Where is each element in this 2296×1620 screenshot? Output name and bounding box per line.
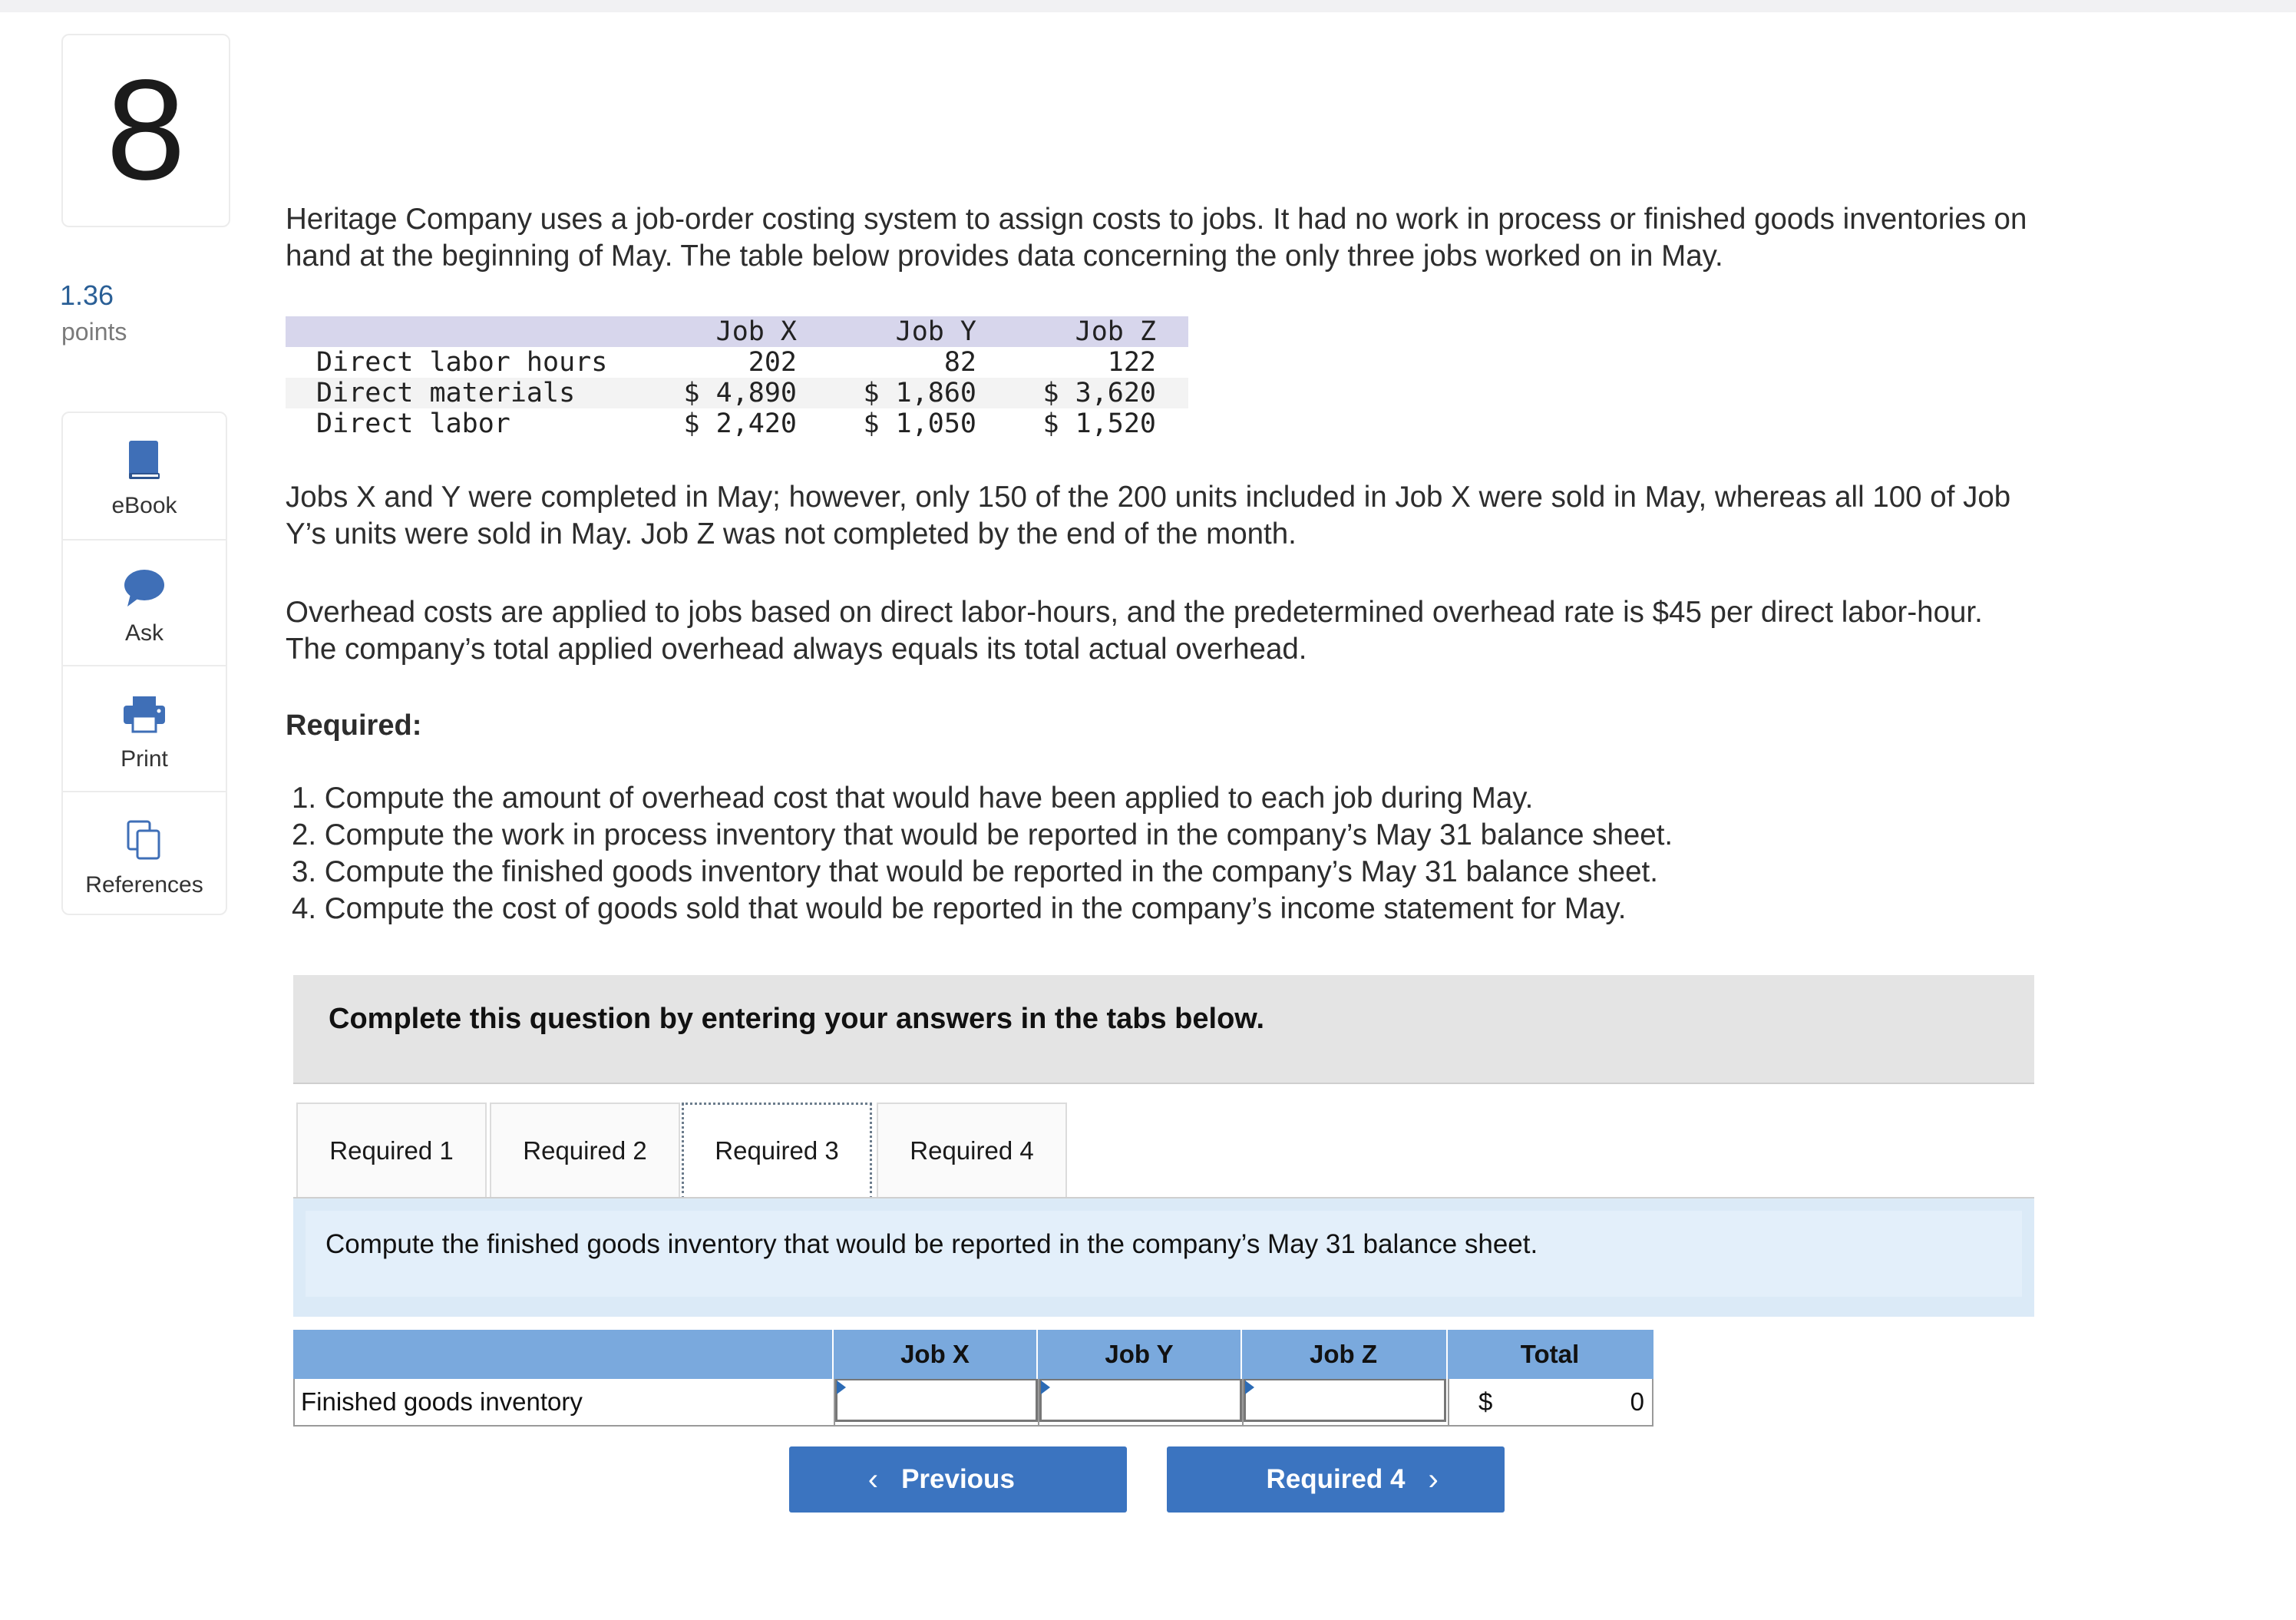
prompt-text: Compute the finished goods inventory that would be reported in the company’s May 31 balance sheet.: [325, 1229, 1538, 1259]
list-item: 2. Compute the work in process inventory that would be reported in the company’s May 31 balance sheet.: [292, 818, 1673, 851]
row-label: Direct materials: [316, 378, 576, 408]
col-header-job-x: Job X: [900, 1340, 970, 1368]
chevron-right-icon: ›: [1428, 1462, 1439, 1496]
completion-line-1: Jobs X and Y were completed in May; however, only 150 of the 200 units included in Job X were sold in May, whereas all 100 of Job: [286, 481, 2011, 514]
cell: 202: [748, 347, 797, 378]
cell: $ 1,860: [863, 378, 976, 408]
header-divider: [832, 1330, 834, 1379]
references-button[interactable]: [63, 791, 226, 917]
header-divider: [1446, 1330, 1448, 1379]
cell: $ 3,620: [1042, 378, 1156, 408]
prompt-inner: [306, 1211, 2022, 1297]
intro-paragraph: [286, 201, 2220, 275]
tab-required-4[interactable]: Required 4: [877, 1103, 1067, 1198]
points-label: points: [61, 318, 127, 345]
tool-panel: [61, 412, 227, 915]
question-number: 8: [61, 34, 230, 227]
print-label: Print: [121, 746, 168, 772]
tab-required-2[interactable]: Required 2: [490, 1103, 680, 1198]
intro-line-2: hand at the beginning of May. The table below provides data concerning the only three jobs worked on in May.: [286, 240, 1723, 273]
cell: 82: [943, 347, 976, 378]
col-header-job-z: Job Z: [1310, 1340, 1377, 1368]
tab-required-1[interactable]: Required 1: [296, 1103, 487, 1198]
previous-label: Previous: [901, 1464, 1015, 1494]
tab-required-3[interactable]: Required 3: [682, 1103, 872, 1199]
row-label: Direct labor: [316, 408, 510, 439]
total-value: 0: [1630, 1387, 1644, 1416]
table-row: [286, 347, 1188, 378]
documents-icon: [120, 815, 169, 865]
row-label: Direct labor hours: [316, 347, 608, 378]
ebook-label: eBook: [111, 493, 177, 518]
col-header-job-z: Job Z: [1075, 316, 1156, 347]
required-list: [292, 780, 1673, 927]
cell: $ 1,050: [863, 408, 976, 439]
cell: 122: [1107, 347, 1156, 378]
header-divider: [1241, 1330, 1242, 1379]
job-y-fg-input[interactable]: [1039, 1379, 1242, 1422]
overhead-line-1: Overhead costs are applied to jobs based on direct labor-hours, and the predetermined overhead rate is $45 per direct labor-hour.: [286, 596, 1983, 629]
points-value: 1.36: [60, 279, 114, 311]
list-item: 4. Compute the cost of goods sold that would be reported in the company’s income statement for May.: [292, 892, 1627, 925]
table-row: [293, 1379, 1653, 1427]
required-heading: Required:: [286, 709, 422, 742]
answer-table-header: [293, 1330, 1653, 1379]
printer-icon: [120, 689, 169, 739]
cell: $ 4,890: [683, 378, 797, 408]
input-marker-icon: [837, 1380, 846, 1394]
input-marker-icon: [1245, 1380, 1254, 1394]
row-label: Finished goods inventory: [301, 1387, 583, 1416]
chat-bubble-icon: [120, 564, 169, 613]
table-row: [286, 408, 1188, 439]
instruction-box: [293, 975, 2034, 1084]
overhead-paragraph: [286, 594, 2220, 668]
ebook-button[interactable]: [63, 413, 226, 539]
total-currency: $: [1478, 1387, 1493, 1416]
col-header-total: Total: [1520, 1340, 1580, 1368]
previous-button[interactable]: [789, 1446, 1127, 1513]
job-data-table: [286, 316, 1188, 439]
table-row: [286, 378, 1188, 408]
completion-line-2: Y’s units were sold in May. Job Z was not completed by the end of the month.: [286, 517, 1297, 550]
print-button[interactable]: [63, 665, 226, 791]
next-required-4-button[interactable]: [1167, 1446, 1505, 1513]
references-label: References: [85, 872, 203, 898]
job-x-fg-input[interactable]: [835, 1379, 1038, 1422]
job-table-header: [286, 316, 1188, 347]
completion-paragraph: [286, 479, 2220, 553]
prompt-box: [293, 1198, 2034, 1317]
ask-button[interactable]: [63, 539, 226, 665]
chevron-left-icon: ‹: [867, 1462, 879, 1496]
col-header-job-y: Job Y: [1105, 1340, 1174, 1368]
book-icon: [120, 436, 169, 485]
cell: $ 2,420: [683, 408, 797, 439]
col-header-job-y: Job Y: [895, 316, 976, 347]
job-z-fg-input[interactable]: [1244, 1379, 1446, 1422]
input-marker-icon: [1041, 1380, 1050, 1394]
col-header-job-x: Job X: [715, 316, 797, 347]
ask-label: Ask: [124, 620, 164, 646]
instruction-text: Complete this question by entering your answers in the tabs below.: [329, 1003, 1265, 1035]
intro-line-1: Heritage Company uses a job-order costing system to assign costs to jobs. It had no work in process or finished goods inventories on: [286, 203, 2027, 236]
overhead-line-2: The company’s total applied overhead always equals its total actual overhead.: [286, 633, 1307, 666]
list-item: 1. Compute the amount of overhead cost that would have been applied to each job during May.: [292, 782, 1534, 815]
cell: $ 1,520: [1042, 408, 1156, 439]
cell-divider: [1448, 1379, 1449, 1425]
list-item: 3. Compute the finished goods inventory that would be reported in the company’s May 31 balance sheet.: [292, 855, 1658, 888]
top-strip: [0, 0, 2296, 12]
next-label: Required 4: [1266, 1464, 1406, 1494]
header-divider: [1036, 1330, 1038, 1379]
